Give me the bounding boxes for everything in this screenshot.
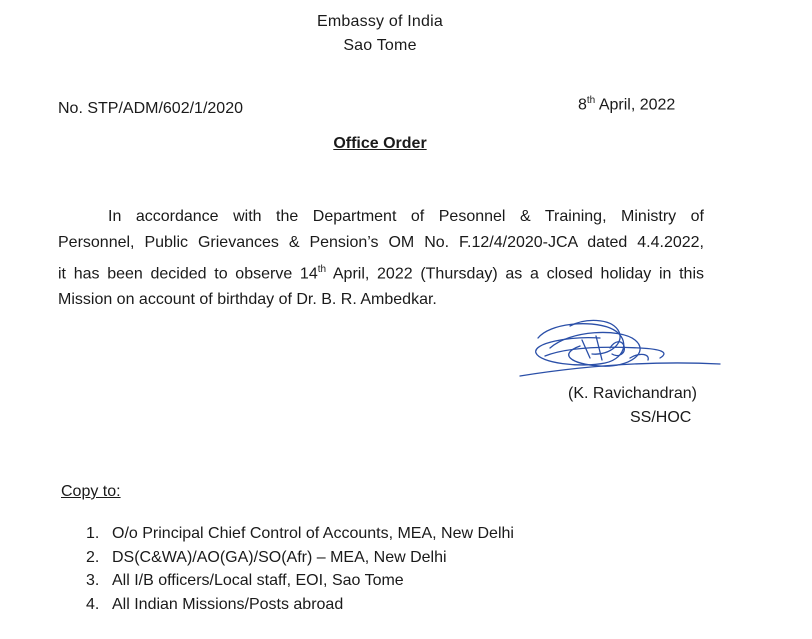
list-item-text: O/o Principal Chief Control of Accounts, MEA, New Delhi bbox=[112, 525, 514, 542]
body-line-3-a: it has been decided to observe 14 bbox=[58, 264, 318, 282]
list-item bbox=[86, 593, 514, 617]
document-title: Office Order bbox=[333, 135, 427, 152]
copy-to-list bbox=[86, 522, 514, 616]
list-item bbox=[86, 546, 514, 570]
date-suffix: th bbox=[586, 95, 596, 106]
embassy-city: Sao Tome bbox=[343, 37, 417, 54]
signatory-name: (K. Ravichandran) bbox=[568, 385, 697, 402]
list-item-number: 4. bbox=[86, 595, 100, 613]
handwritten-signature bbox=[510, 318, 730, 388]
body-line-4: Mission on account of birthday of Dr. B. R. Ambedkar. bbox=[58, 291, 437, 309]
body-line-3-b: April, 2022 (Thursday) as a closed holiday in this bbox=[326, 264, 705, 282]
list-item-text: All I/B officers/Local staff, EOI, Sao Tome bbox=[112, 572, 404, 589]
embassy-name: Embassy of India bbox=[317, 13, 443, 30]
copy-to-heading: Copy to: bbox=[61, 483, 121, 500]
list-item bbox=[86, 522, 514, 546]
reference-number: No. STP/ADM/602/1/2020 bbox=[58, 100, 243, 117]
list-item-text: All Indian Missions/Posts abroad bbox=[112, 595, 344, 613]
signatory-designation: SS/HOC bbox=[630, 409, 692, 426]
list-item-text: DS(C&WA)/AO(GA)/SO(Afr) – MEA, New Delhi bbox=[112, 548, 447, 566]
body-line-2: Personnel, Public Grievances & Pension’s OM No. F.12/4/2020-JCA dated 4.4.2022, bbox=[58, 234, 704, 252]
order-body bbox=[58, 204, 704, 314]
body-line-1: In accordance with the Department of Pesonnel & Training, Ministry of bbox=[108, 208, 704, 225]
body-line-3-sup: th bbox=[317, 263, 327, 275]
date-day: 8 bbox=[578, 96, 587, 114]
order-date bbox=[578, 95, 675, 114]
list-item-number: 1. bbox=[86, 525, 100, 542]
list-item bbox=[86, 569, 514, 593]
date-month-year: April, 2022 bbox=[595, 96, 676, 114]
list-item-number: 3. bbox=[86, 572, 100, 589]
list-item-number: 2. bbox=[86, 548, 100, 566]
body-line-3 bbox=[58, 257, 704, 288]
